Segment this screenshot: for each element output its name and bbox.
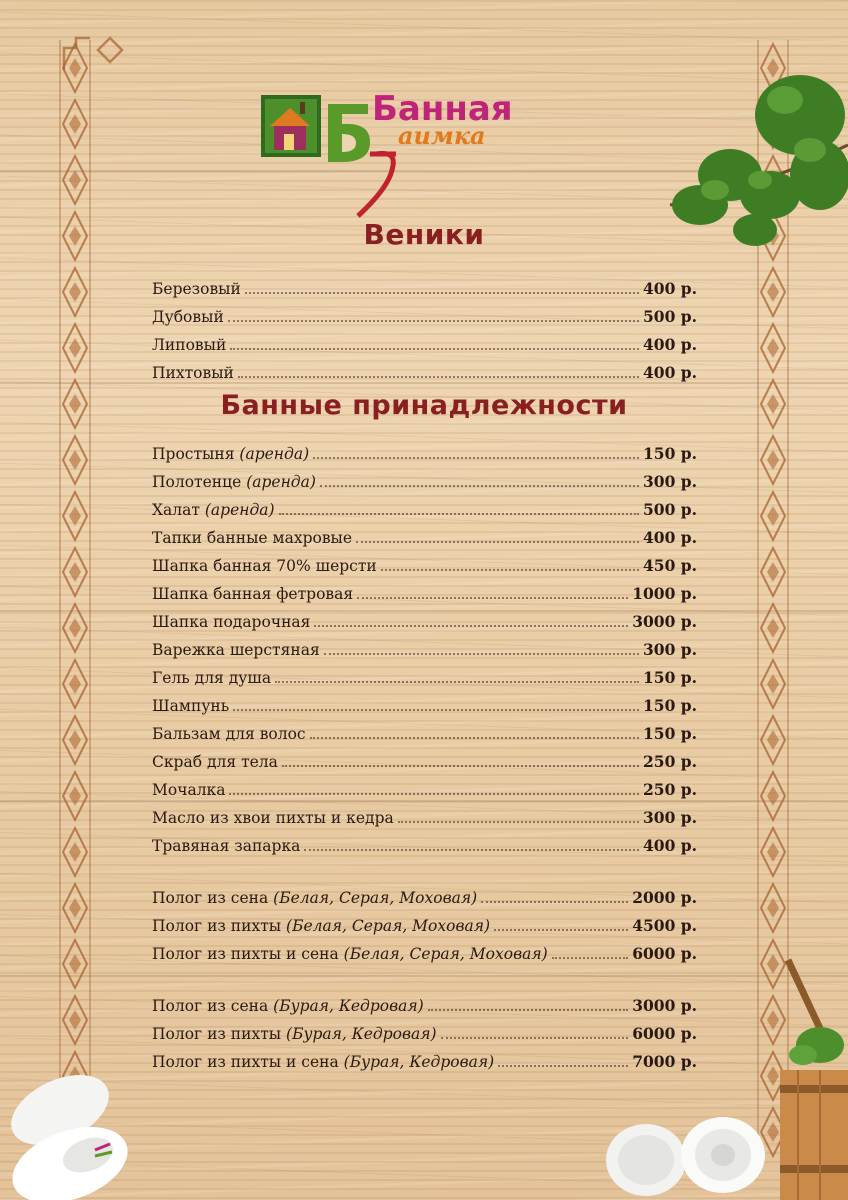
list-item	[152, 493, 697, 519]
item-name: Тапки банные махровые	[152, 529, 353, 547]
banya-zaimka-logo	[258, 92, 618, 222]
list-item	[152, 521, 697, 547]
item-price: 450 р.	[643, 556, 697, 575]
item-note: (Белая, Серая, Моховая)	[343, 945, 548, 963]
item-name: Шампунь	[152, 697, 230, 715]
item-note: (Бурая, Кедровая)	[286, 1025, 437, 1043]
item-price: 7000 р.	[632, 1052, 697, 1071]
item-note: (аренда)	[246, 473, 316, 491]
item-name: Шапка банная фетровая	[152, 585, 354, 603]
item-note: (Бурая, Кедровая)	[343, 1053, 495, 1071]
item-price: 150 р.	[643, 668, 697, 687]
left-ornament-border	[58, 40, 92, 1160]
item-price: 300 р.	[643, 472, 697, 491]
item-price: 3000 р.	[632, 996, 697, 1015]
item-price: 150 р.	[643, 696, 697, 715]
list-item	[152, 689, 697, 715]
list-item	[152, 909, 697, 935]
item-name: Полог из пихты и сена	[152, 945, 344, 963]
item-name: Простыня	[152, 445, 240, 463]
item-name: Халат	[152, 501, 205, 519]
item-name: Полог из пихты	[152, 1025, 287, 1043]
item-name: Дубовый	[152, 308, 224, 326]
item-name: Полог из сена	[152, 889, 274, 907]
towels-bucket-decoration	[598, 950, 848, 1200]
item-price: 400 р.	[643, 836, 697, 855]
list-item	[152, 801, 697, 827]
item-price: 150 р.	[643, 444, 697, 463]
item-price: 1000 р.	[632, 584, 697, 603]
list-item	[152, 773, 697, 799]
item-name: Шапка банная 70% шерсти	[152, 557, 377, 575]
item-name: Березовый	[152, 280, 241, 298]
list-item	[152, 881, 697, 907]
item-name: Травяная запарка	[152, 837, 301, 855]
item-name: Бальзам для волос	[152, 725, 306, 743]
item-price: 4500 р.	[632, 916, 697, 935]
item-name: Варежка шерстяная	[152, 641, 320, 659]
item-price: 300 р.	[643, 640, 697, 659]
item-note: (Бурая, Кедровая)	[273, 997, 424, 1015]
item-price: 2000 р.	[632, 888, 697, 907]
list-item	[152, 356, 697, 382]
item-name: Полог из пихты	[152, 917, 287, 935]
item-name: Липовый	[152, 336, 227, 354]
list-item	[152, 661, 697, 687]
list-item	[152, 829, 697, 855]
item-price: 500 р.	[643, 307, 697, 326]
list-item	[152, 633, 697, 659]
item-name: Масло из хвои пихты и кедра	[152, 809, 394, 827]
list-item	[152, 328, 697, 354]
item-name: Полотенце	[152, 473, 247, 491]
item-note: (Белая, Серая, Моховая)	[273, 889, 478, 907]
item-price: 400 р.	[643, 335, 697, 354]
item-name: Скраб для тела	[152, 753, 278, 771]
list-item	[152, 300, 697, 326]
item-name: Полог из пихты и сена	[152, 1053, 344, 1071]
item-price: 6000 р.	[632, 944, 697, 963]
item-price: 250 р.	[643, 780, 697, 799]
top-ornament	[58, 30, 138, 80]
item-note: (аренда)	[239, 445, 310, 463]
item-note: (аренда)	[204, 501, 275, 519]
item-name: Шапка подарочная	[152, 613, 311, 631]
item-note: (Белая, Серая, Моховая)	[286, 917, 491, 935]
item-price: 300 р.	[643, 808, 697, 827]
list-item	[152, 465, 697, 491]
list-item	[152, 549, 697, 575]
list-item	[152, 745, 697, 771]
item-price: 500 р.	[643, 500, 697, 519]
section-title-accessories: Банные принадлежности	[220, 390, 628, 421]
plank-seam	[0, 382, 848, 384]
logo-word-2: аимка	[398, 121, 486, 150]
item-price: 6000 р.	[632, 1024, 697, 1043]
item-name: Полог из сена	[152, 997, 274, 1015]
item-price: 400 р.	[643, 279, 697, 298]
item-price: 150 р.	[643, 724, 697, 743]
item-price: 400 р.	[643, 363, 697, 382]
list-item	[152, 717, 697, 743]
list-item	[152, 577, 697, 603]
logo-word-1: Банная	[372, 92, 513, 129]
item-name: Мочалка	[152, 781, 226, 799]
list-item	[152, 605, 697, 631]
list-item	[152, 272, 697, 298]
item-price: 3000 р.	[632, 612, 697, 631]
slippers-decoration	[0, 1060, 150, 1200]
item-price: 250 р.	[643, 752, 697, 771]
item-price: 400 р.	[643, 528, 697, 547]
item-name: Пихтовый	[152, 364, 234, 382]
list-item	[152, 437, 697, 463]
section-title-veniki: Веники	[363, 218, 485, 251]
item-name: Гель для душа	[152, 669, 272, 687]
